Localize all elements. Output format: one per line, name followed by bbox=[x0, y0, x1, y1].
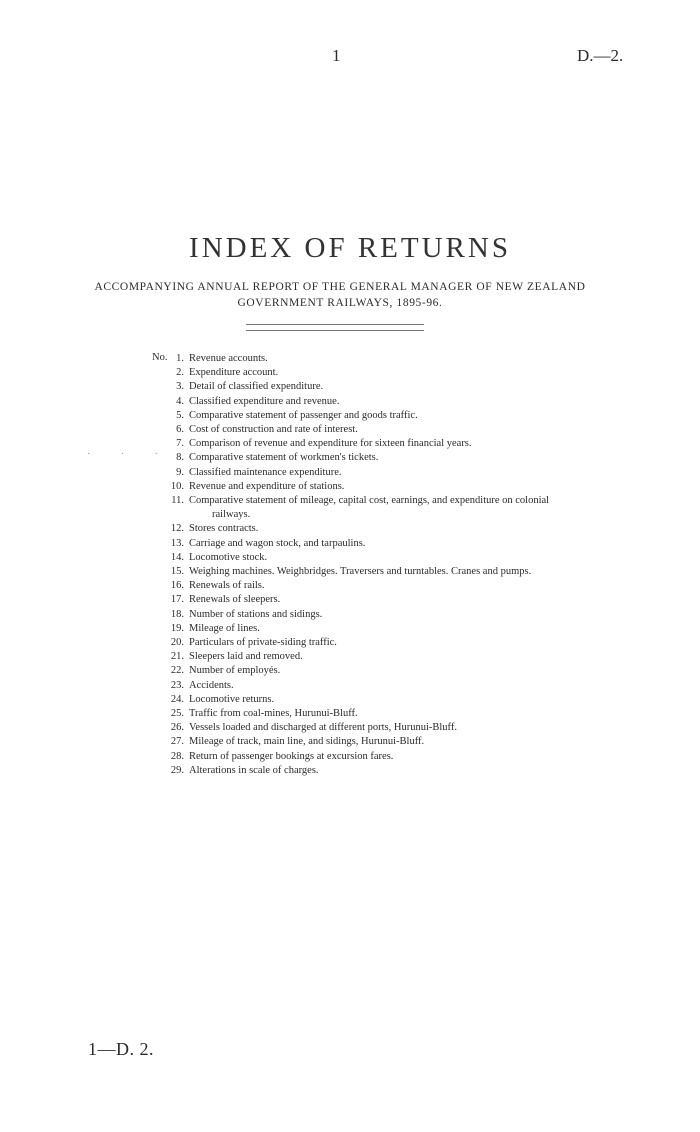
return-title: Alterations in scale of charges. bbox=[189, 764, 319, 776]
return-item bbox=[160, 622, 680, 636]
return-item bbox=[160, 480, 680, 494]
return-item bbox=[160, 423, 680, 437]
return-number: 10. bbox=[170, 480, 184, 492]
return-number: 17. bbox=[170, 594, 184, 606]
return-title: Classified maintenance expenditure. bbox=[189, 466, 342, 478]
return-item bbox=[160, 735, 680, 749]
return-item bbox=[160, 352, 680, 366]
return-title: Detail of classified expenditure. bbox=[189, 381, 324, 393]
return-title: Stores contracts. bbox=[189, 523, 259, 535]
return-item bbox=[160, 664, 680, 678]
return-number: 22. bbox=[170, 665, 184, 677]
footer-reference: 1—D. 2. bbox=[88, 1039, 154, 1059]
return-title: Comparative statement of workmen's tickets. bbox=[189, 452, 379, 464]
return-item bbox=[160, 764, 680, 778]
sheet-reference: D.—2. bbox=[577, 46, 624, 65]
return-item bbox=[160, 707, 680, 721]
return-number: 16. bbox=[170, 580, 184, 592]
return-number: 6. bbox=[176, 424, 184, 436]
return-number: 2. bbox=[176, 367, 184, 379]
return-number: 23. bbox=[170, 679, 184, 691]
return-item bbox=[160, 380, 680, 394]
return-title: Accidents. bbox=[189, 679, 234, 691]
return-item bbox=[160, 650, 680, 664]
return-title: Mileage of lines. bbox=[189, 622, 260, 634]
return-title: Number of employés. bbox=[189, 665, 281, 677]
return-item bbox=[160, 593, 680, 607]
return-item bbox=[160, 636, 680, 650]
return-title: Renewals of sleepers. bbox=[189, 594, 281, 606]
return-title: Sleepers laid and removed. bbox=[189, 651, 303, 663]
return-item bbox=[160, 750, 680, 764]
return-title: Expenditure account. bbox=[189, 367, 279, 379]
return-title: Revenue accounts. bbox=[189, 353, 268, 364]
return-item bbox=[160, 494, 680, 522]
double-rule-divider bbox=[246, 324, 424, 331]
return-number: 3. bbox=[176, 381, 184, 393]
return-number: 15. bbox=[170, 566, 184, 578]
return-title: Comparative statement of passenger and goods traffic. bbox=[189, 409, 418, 421]
return-number: 11. bbox=[171, 495, 184, 507]
returns-list bbox=[160, 352, 680, 778]
return-title: Renewals of rails. bbox=[189, 580, 265, 592]
return-number: 14. bbox=[170, 551, 184, 563]
page-title: INDEX OF RETURNS bbox=[189, 232, 511, 264]
return-item bbox=[160, 395, 680, 409]
return-item bbox=[160, 679, 680, 693]
return-title: Comparison of revenue and expenditure for sixteen financial years. bbox=[189, 438, 472, 450]
return-item bbox=[160, 579, 680, 593]
return-title: Number of stations and sidings. bbox=[189, 608, 323, 620]
return-title: Particulars of private-siding traffic. bbox=[189, 637, 337, 649]
return-title: Carriage and wagon stock, and tarpaulins. bbox=[189, 537, 366, 549]
return-number: 28. bbox=[170, 750, 184, 762]
return-number: 12. bbox=[170, 523, 184, 535]
subtitle bbox=[60, 279, 620, 311]
return-number: 1. bbox=[176, 353, 184, 364]
return-title: Locomotive stock. bbox=[189, 551, 268, 563]
page-number: 1 bbox=[332, 46, 341, 65]
return-item bbox=[160, 451, 680, 465]
return-number: 9. bbox=[176, 466, 184, 478]
return-item bbox=[160, 693, 680, 707]
return-title: Return of passenger bookings at excursion fares. bbox=[189, 750, 394, 762]
return-title: Locomotive returns. bbox=[189, 693, 275, 705]
return-item bbox=[160, 608, 680, 622]
return-title: Weighing machines. Weighbridges. Traversers and turntables. Cranes and pumps. bbox=[189, 566, 532, 578]
no-label: No. bbox=[152, 352, 168, 363]
return-number: 13. bbox=[170, 537, 184, 549]
return-number: 8. bbox=[176, 452, 184, 464]
return-item bbox=[160, 437, 680, 451]
return-item bbox=[160, 522, 680, 536]
return-number: 27. bbox=[170, 736, 184, 748]
subtitle-line-2: GOVERNMENT RAILWAYS, 1895-96. bbox=[237, 297, 443, 309]
return-number: 7. bbox=[176, 438, 184, 450]
margin-dots: · · · bbox=[87, 449, 172, 460]
return-number: 24. bbox=[170, 693, 184, 705]
return-title: Cost of construction and rate of interest. bbox=[189, 424, 358, 436]
return-title: Traffic from coal-mines, Hurunui-Bluff. bbox=[189, 708, 358, 720]
return-number: 26. bbox=[170, 722, 184, 734]
return-title: Revenue and expenditure of stations. bbox=[189, 480, 345, 492]
return-item bbox=[160, 551, 680, 565]
return-number: 18. bbox=[170, 608, 184, 620]
subtitle-line-1: ACCOMPANYING ANNUAL REPORT OF THE GENERAL MANAGER OF NEW ZEALAND bbox=[94, 281, 586, 293]
return-item bbox=[160, 721, 680, 735]
return-number: 19. bbox=[170, 622, 184, 634]
return-title-continuation: railways. bbox=[212, 509, 251, 521]
return-item bbox=[160, 409, 680, 423]
return-number: 21. bbox=[170, 651, 184, 663]
return-number: 25. bbox=[170, 708, 184, 720]
return-number: 20. bbox=[170, 637, 184, 649]
return-number: 5. bbox=[176, 409, 184, 421]
return-title: Comparative statement of mileage, capital cost, earnings, and expenditure on colonial bbox=[189, 495, 550, 507]
return-title: Mileage of track, main line, and sidings, Hurunui-Bluff. bbox=[189, 736, 425, 748]
return-title: Classified expenditure and revenue. bbox=[189, 395, 340, 407]
return-item bbox=[160, 537, 680, 551]
return-item bbox=[160, 366, 680, 380]
return-number: 4. bbox=[176, 395, 184, 407]
return-number: 29. bbox=[170, 764, 184, 776]
return-item bbox=[160, 466, 680, 480]
return-item bbox=[160, 565, 680, 579]
return-title: Vessels loaded and discharged at different ports, Hurunui-Bluff. bbox=[189, 722, 457, 734]
